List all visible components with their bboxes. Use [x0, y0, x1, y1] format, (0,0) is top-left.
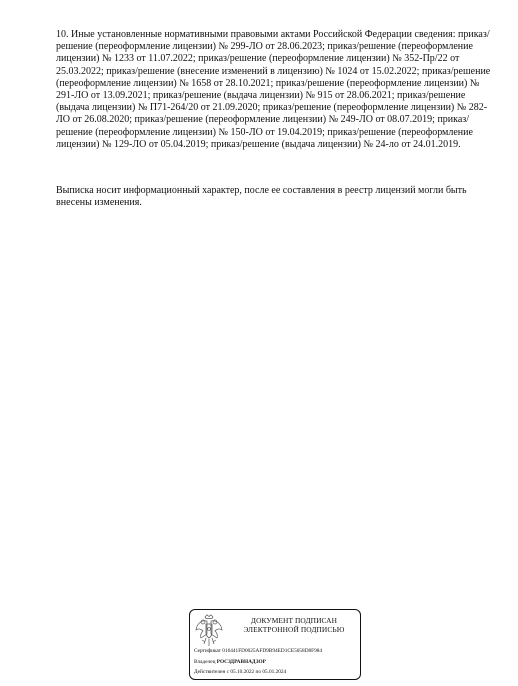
registry-info-paragraph: 10. Иные установленные нормативными правовыми актами Российской Федерации сведения: приказ/решение (переоформление лицензии) № 299-ЛО от 28.06.2023; приказ/решение (переоформление лицензии) № 1233 от 11.07.2022; приказ/решение (переоформление лицензии) № 352-Пр/22 от 25.03.2022; приказ/решение (внесение изменений в лицензию) № 1024 от 15.02.2022; приказ/решение (переоформление лицензии) № 1658 от 28.10.2021; приказ/решение (переоформление лицензии) № 291-ЛО от 13.09.2021; приказ/решение (выдача лицензии) № 915 от 28.06.2021; приказ/решение (выдача лицензии) № П71-264/20 от 21.09.2020; приказ/решение (переоформление лицензии) № 282-ЛО от 26.08.2020; приказ/решение (переоформление лицензии) № 249-ЛО от 08.07.2019; приказ/решение (переоформление лицензии) № 150-ЛО от 19.04.2019; приказ/решение (переоформление лицензии) № 129-ЛО от 05.04.2019; приказ/решение (выдача лицензии) № 24-ло от 24.01.2019.	[56, 29, 491, 150]
disclaimer-paragraph: Выписка носит информационный характер, после ее составления в реестр лицензий могли быть внесены изменения.	[56, 185, 467, 209]
stamp-title-line-1: ДОКУМЕНТ ПОДПИСАН	[250, 616, 338, 625]
certificate-label: Сертификат	[194, 648, 221, 654]
stamp-title-line-2: ЭЛЕКТРОННОЙ ПОДПИСЬЮ	[243, 625, 345, 634]
certificate-value: 016441FD0025AFD9B94ED1CE5058D8F984	[222, 648, 323, 654]
coat-of-arms-icon	[195, 614, 223, 648]
owner-label: Владелец	[194, 659, 216, 665]
electronic-signature-stamp	[189, 609, 361, 680]
certificate-line	[194, 648, 322, 654]
validity-line: Действителен с 05.10.2022 по 05.01.2024	[194, 669, 287, 675]
owner-value: РОСЗДРАВНАДЗОР	[216, 659, 266, 665]
owner-line	[194, 659, 266, 665]
stamp-title	[230, 616, 358, 634]
